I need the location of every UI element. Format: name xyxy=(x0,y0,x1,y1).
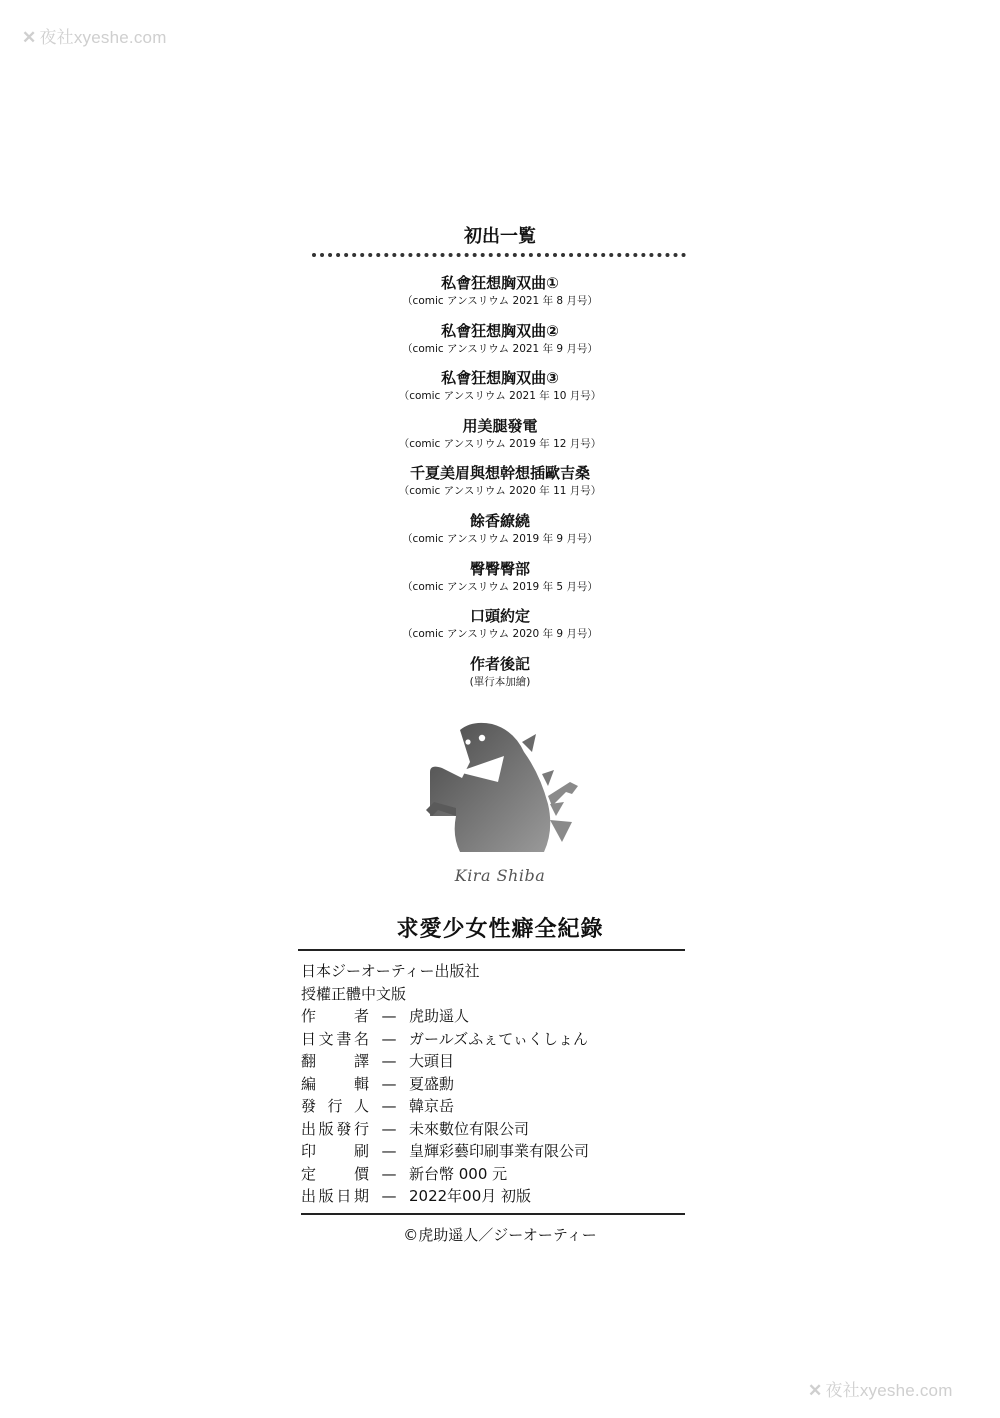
toc-entry-title: 臀臀臀部 xyxy=(469,559,530,578)
toc-entry-title: 作者後記 xyxy=(469,654,530,673)
colophon-row xyxy=(301,1140,685,1163)
toc-entry xyxy=(0,320,1000,368)
colophon-dash: — xyxy=(381,1074,397,1093)
colophon-row xyxy=(301,1095,685,1118)
colophon-dash: — xyxy=(381,1164,397,1183)
colophon-value: 虎助遥人 xyxy=(409,1007,470,1025)
colophon-dash: — xyxy=(381,1007,397,1025)
colophon-label: 印刷 xyxy=(301,1142,369,1160)
colophon-row xyxy=(301,1005,685,1028)
colophon-label: 翻譯 xyxy=(301,1052,369,1070)
colophon-dash: — xyxy=(381,1187,397,1205)
toc-entry xyxy=(0,272,1000,320)
toc-entry-source: （comic アンスリウム 2019 年 12 月号） xyxy=(398,437,602,450)
toc-entry-title: 私會狂想胸双曲① xyxy=(441,274,559,292)
dotted-divider xyxy=(312,253,686,257)
artist-signature: Kira Shiba xyxy=(454,866,546,885)
colophon-row xyxy=(301,1073,685,1096)
divider xyxy=(301,1213,685,1215)
toc-entry-source: （comic アンスリウム 2021 年 8 月号） xyxy=(402,295,598,307)
toc-entry-source: （comic アンスリウム 2019 年 5 月号） xyxy=(402,580,598,593)
publisher-license: 授權正體中文版 xyxy=(301,984,407,1003)
watermark-text: 夜社xyeshe.com xyxy=(39,28,167,47)
toc-entry xyxy=(0,653,1000,701)
toc-entry xyxy=(0,462,1000,510)
colophon-dash: — xyxy=(381,1097,397,1115)
toc-entry-title: 用美腿發電 xyxy=(462,416,538,435)
watermark-text: 夜社xyeshe.com xyxy=(825,1381,953,1400)
copyright-notice: ©虎助遥人／ジーオーティー xyxy=(403,1226,597,1244)
colophon-row xyxy=(301,1118,685,1141)
toc-entry-title: 餘香繚繞 xyxy=(469,511,530,530)
watermark-bottom xyxy=(808,1376,953,1401)
colophon-label: 出版發行 xyxy=(301,1119,369,1138)
toc-entry-source: （comic アンスリウム 2019 年 9 月号） xyxy=(402,532,598,545)
toc-entry-title: 私會狂想胸双曲② xyxy=(441,321,559,340)
colophon-value: 韓京岳 xyxy=(409,1097,455,1115)
toc-entry xyxy=(0,415,1000,463)
x-logo-icon: ✕ xyxy=(22,28,37,47)
toc-entry xyxy=(0,605,1000,653)
colophon-value: 新台幣 000 元 xyxy=(409,1164,508,1183)
colophon-value: 皇輝彩藝印刷事業有限公司 xyxy=(409,1142,590,1160)
colophon-label: 定價 xyxy=(301,1164,369,1183)
colophon-value: 大頭目 xyxy=(409,1052,455,1070)
colophon-label: 日文書名 xyxy=(301,1029,369,1048)
toc-entry xyxy=(0,510,1000,558)
colophon-label: 發行人 xyxy=(301,1097,369,1115)
colophon-row xyxy=(301,1163,685,1186)
dinosaur-mascot-icon xyxy=(412,712,592,862)
divider xyxy=(298,949,685,951)
x-logo-icon: ✕ xyxy=(808,1381,823,1400)
colophon xyxy=(301,960,685,1208)
toc-entry xyxy=(0,558,1000,606)
toc-entry-source: （comic アンスリウム 2020 年 9 月号） xyxy=(402,628,598,641)
colophon-dash: — xyxy=(381,1142,397,1160)
colophon-value: 2022年00月 初版 xyxy=(409,1187,532,1205)
toc-entry-title: 千夏美眉與想幹想插歐吉桑 xyxy=(409,464,590,483)
book-title: 求愛少女性癖全紀錄 xyxy=(396,917,604,942)
colophon-label: 出版日期 xyxy=(301,1187,369,1205)
toc-entry-source: （comic アンスリウム 2021 年 10 月号） xyxy=(398,390,602,403)
watermark-top xyxy=(22,23,167,48)
toc-entry-source: （comic アンスリウム 2020 年 11 月号） xyxy=(398,485,602,498)
colophon-row xyxy=(301,1028,685,1051)
publisher-line: 日本ジーオーティー出版社 xyxy=(301,962,480,980)
toc-list xyxy=(0,272,1000,700)
colophon-row xyxy=(301,1185,685,1208)
colophon-dash: — xyxy=(381,1052,397,1070)
colophon-row xyxy=(301,1050,685,1073)
toc-entry-source: （comic アンスリウム 2021 年 9 月号） xyxy=(402,342,598,355)
colophon-dash: — xyxy=(381,1029,397,1048)
colophon-label: 編輯 xyxy=(301,1074,369,1093)
toc-entry-source: (單行本加繪) xyxy=(469,675,531,688)
colophon-label: 作者 xyxy=(301,1007,369,1025)
colophon-value: ガールズふぇてぃくしょん xyxy=(409,1029,588,1048)
colophon-dash: — xyxy=(381,1119,397,1138)
toc-entry-title: 私會狂想胸双曲③ xyxy=(441,369,559,388)
toc-title: 初出一覧 xyxy=(464,226,536,247)
toc-entry xyxy=(0,367,1000,415)
toc-entry-title: 口頭約定 xyxy=(469,607,530,626)
colophon-value: 夏盛勳 xyxy=(409,1074,455,1093)
colophon-value: 未來數位有限公司 xyxy=(409,1119,530,1138)
